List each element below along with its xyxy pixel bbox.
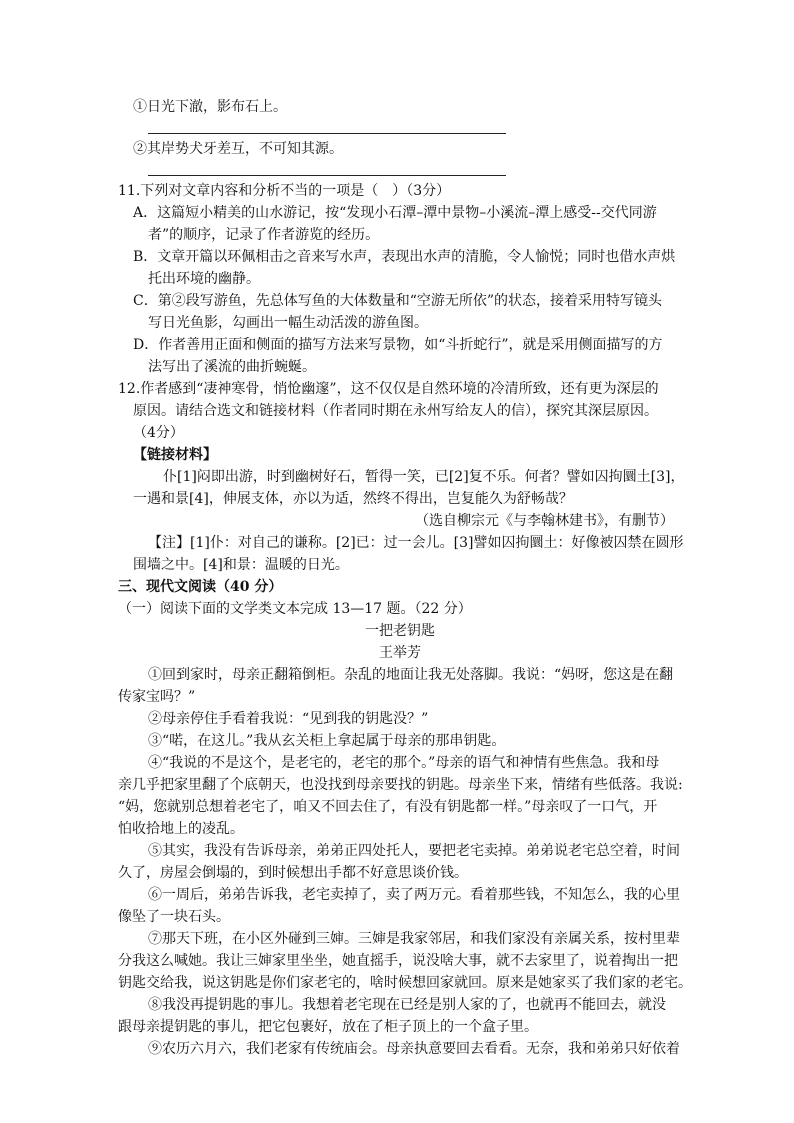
paragraph-7-line-1: ⑦那天下班，在小区外碰到三婶。三婶是我家邻居，和我们家没有亲属关系，按村里辈 bbox=[148, 931, 680, 947]
link-material-source: （选自柳宗元《与李翰林建书》，有删节） bbox=[415, 513, 674, 529]
q11-option-b-line-1: B．文章开篇以环佩相击之音来写水声，表现出水声的清脆，令人愉悦；同时也借水声烘 bbox=[133, 249, 676, 265]
q12-line-3: （4分） bbox=[133, 425, 184, 441]
note-line-1: 【注】[1]仆：对自己的谦称。[2]已：过一会儿。[3]譬如囚拘圜土：好像被囚禁在圆形 bbox=[148, 535, 684, 551]
paragraph-4-line-2: 亲几乎把家里翻了个底朝天，也没找到母亲要找的钥匙。母亲坐下来，情绪有些低落。我说: bbox=[118, 777, 683, 793]
q12-line-1: 12.作者感到“凄神寒骨，悄怆幽邃”，这不仅仅是自然环境的冷清所致，还有更为深层的 bbox=[118, 381, 659, 397]
q10-sentence-1: ①日光下澈，影布石上。 bbox=[133, 99, 287, 115]
q11-option-c-line-1: C．第②段写游鱼，先总体写鱼的大体数量和“空游无所依”的状态，接着采用特写镜头 bbox=[133, 293, 663, 309]
paragraph-1-line-1: ①回到家时，母亲正翻箱倒柜。杂乱的地面让我无处落脚。我说：“妈呀，您这是在翻 bbox=[148, 667, 674, 683]
section-subheading: （一）阅读下面的文学类文本完成 13—17 题。（22 分） bbox=[118, 601, 472, 617]
paragraph-2: ②母亲停住手看着我说：“见到我的钥匙没？” bbox=[148, 711, 429, 727]
paragraph-7-line-2: 分我这么喊她。我让三婶家里坐坐，她直摇手，说没啥大事，就不去家里了，说着掏出一把 bbox=[118, 953, 678, 969]
paragraph-5-line-2: 久了，房屋会倒塌的，到时候想出手都不好意思谈价钱。 bbox=[118, 865, 468, 881]
paragraph-3: ③“喏，在这儿。”我从玄关柜上拿起属于母亲的那串钥匙。 bbox=[148, 733, 506, 749]
link-material-line-2: 一遇和景[4]，伸展支体，亦以为适，然终不得出，岂复能久为舒畅哉？ bbox=[133, 491, 573, 507]
q11-stem: 11.下列对文章内容和分析不当的一项是（ ）（3分） bbox=[118, 183, 451, 199]
q11-option-c-line-2: 写日光鱼影，勾画出一幅生动活泼的游鱼图。 bbox=[148, 315, 428, 331]
paragraph-6-line-1: ⑥一周后，弟弟告诉我，老宅卖掉了，卖了两万元。看着那些钱，不知怎么，我的心里 bbox=[148, 887, 680, 903]
q11-option-a-line-2: 者”的顺序，记录了作者游览的经历。 bbox=[148, 227, 380, 243]
story-author: 王举芳 bbox=[379, 645, 421, 661]
note-line-2: 围墙之中。[4]和景：温暖的日光。 bbox=[133, 557, 349, 573]
q12-line-2: 原因。请结合选文和链接材料（作者同时期在永州写给友人的信），探究其深层原因。 bbox=[133, 403, 658, 419]
paragraph-9-line-1: ⑨农历六月六，我们老家有传统庙会。母亲执意要回去看看。无奈，我和弟弟只好依着 bbox=[148, 1041, 680, 1057]
story-title: 一把老钥匙 bbox=[365, 623, 435, 639]
paragraph-4-line-4: 怕收拾地上的凌乱。 bbox=[118, 821, 244, 837]
link-material-line-1: 仆[1]闷即出游，时到幽树好石，暂得一笑，已[2]复不乐。何者？譬如囚拘圜土[3]， bbox=[163, 469, 685, 485]
paragraph-5-line-1: ⑤其实，我没有告诉母亲，弟弟正四处托人，要把老宅卖掉。弟弟说老宅总空着，时间 bbox=[148, 843, 680, 859]
paragraph-6-line-2: 像坠了一块石头。 bbox=[118, 909, 230, 925]
q10-sentence-2: ②其岸势犬牙差互，不可知其源。 bbox=[133, 141, 343, 157]
paragraph-4-line-3: “妈，您就别总想着老宅了，咱又不回去住了，有没有钥匙都一样。”母亲叹了一口气，开 bbox=[118, 799, 658, 815]
q11-option-a-line-1: A．这篇短小精美的山水游记，按“发现小石潭–潭中景物–小溪流–潭上感受--交代同游 bbox=[133, 205, 657, 221]
paragraph-7-line-3: 钥匙交给我，说这钥匙是你们家老宅的，啥时候想回家就回。原来是她家买了我们家的老宅。 bbox=[118, 975, 692, 991]
answer-line-2 bbox=[148, 175, 506, 176]
q11-option-b-line-2: 托出环境的幽静。 bbox=[148, 271, 260, 287]
paragraph-8-line-2: 跟母亲提钥匙的事儿，把它包裹好，放在了柜子顶上的一个盒子里。 bbox=[118, 1019, 538, 1035]
answer-line-1 bbox=[148, 133, 506, 134]
q11-option-d-line-2: 法写出了溪流的曲折蜿蜒。 bbox=[148, 359, 316, 375]
paragraph-4-line-1: ④“我说的不是这个，是老宅的，老宅的那个。”母亲的语气和神情有些焦急。我和母 bbox=[148, 755, 660, 771]
paragraph-1-line-2: 传家宝吗？” bbox=[118, 689, 196, 705]
link-material-title: 【链接材料】 bbox=[133, 447, 217, 463]
section-heading: 三、现代文阅读（40 分） bbox=[118, 579, 283, 595]
q11-option-d-line-1: D．作者善用正面和侧面的描写方法来写景物，如“斗折蛇行”，就是采用侧面描写的方 bbox=[133, 337, 663, 353]
paragraph-8-line-1: ⑧我没再提钥匙的事儿。我想着老宅现在已经是别人家的了，也就再不能回去，就没 bbox=[148, 997, 666, 1013]
